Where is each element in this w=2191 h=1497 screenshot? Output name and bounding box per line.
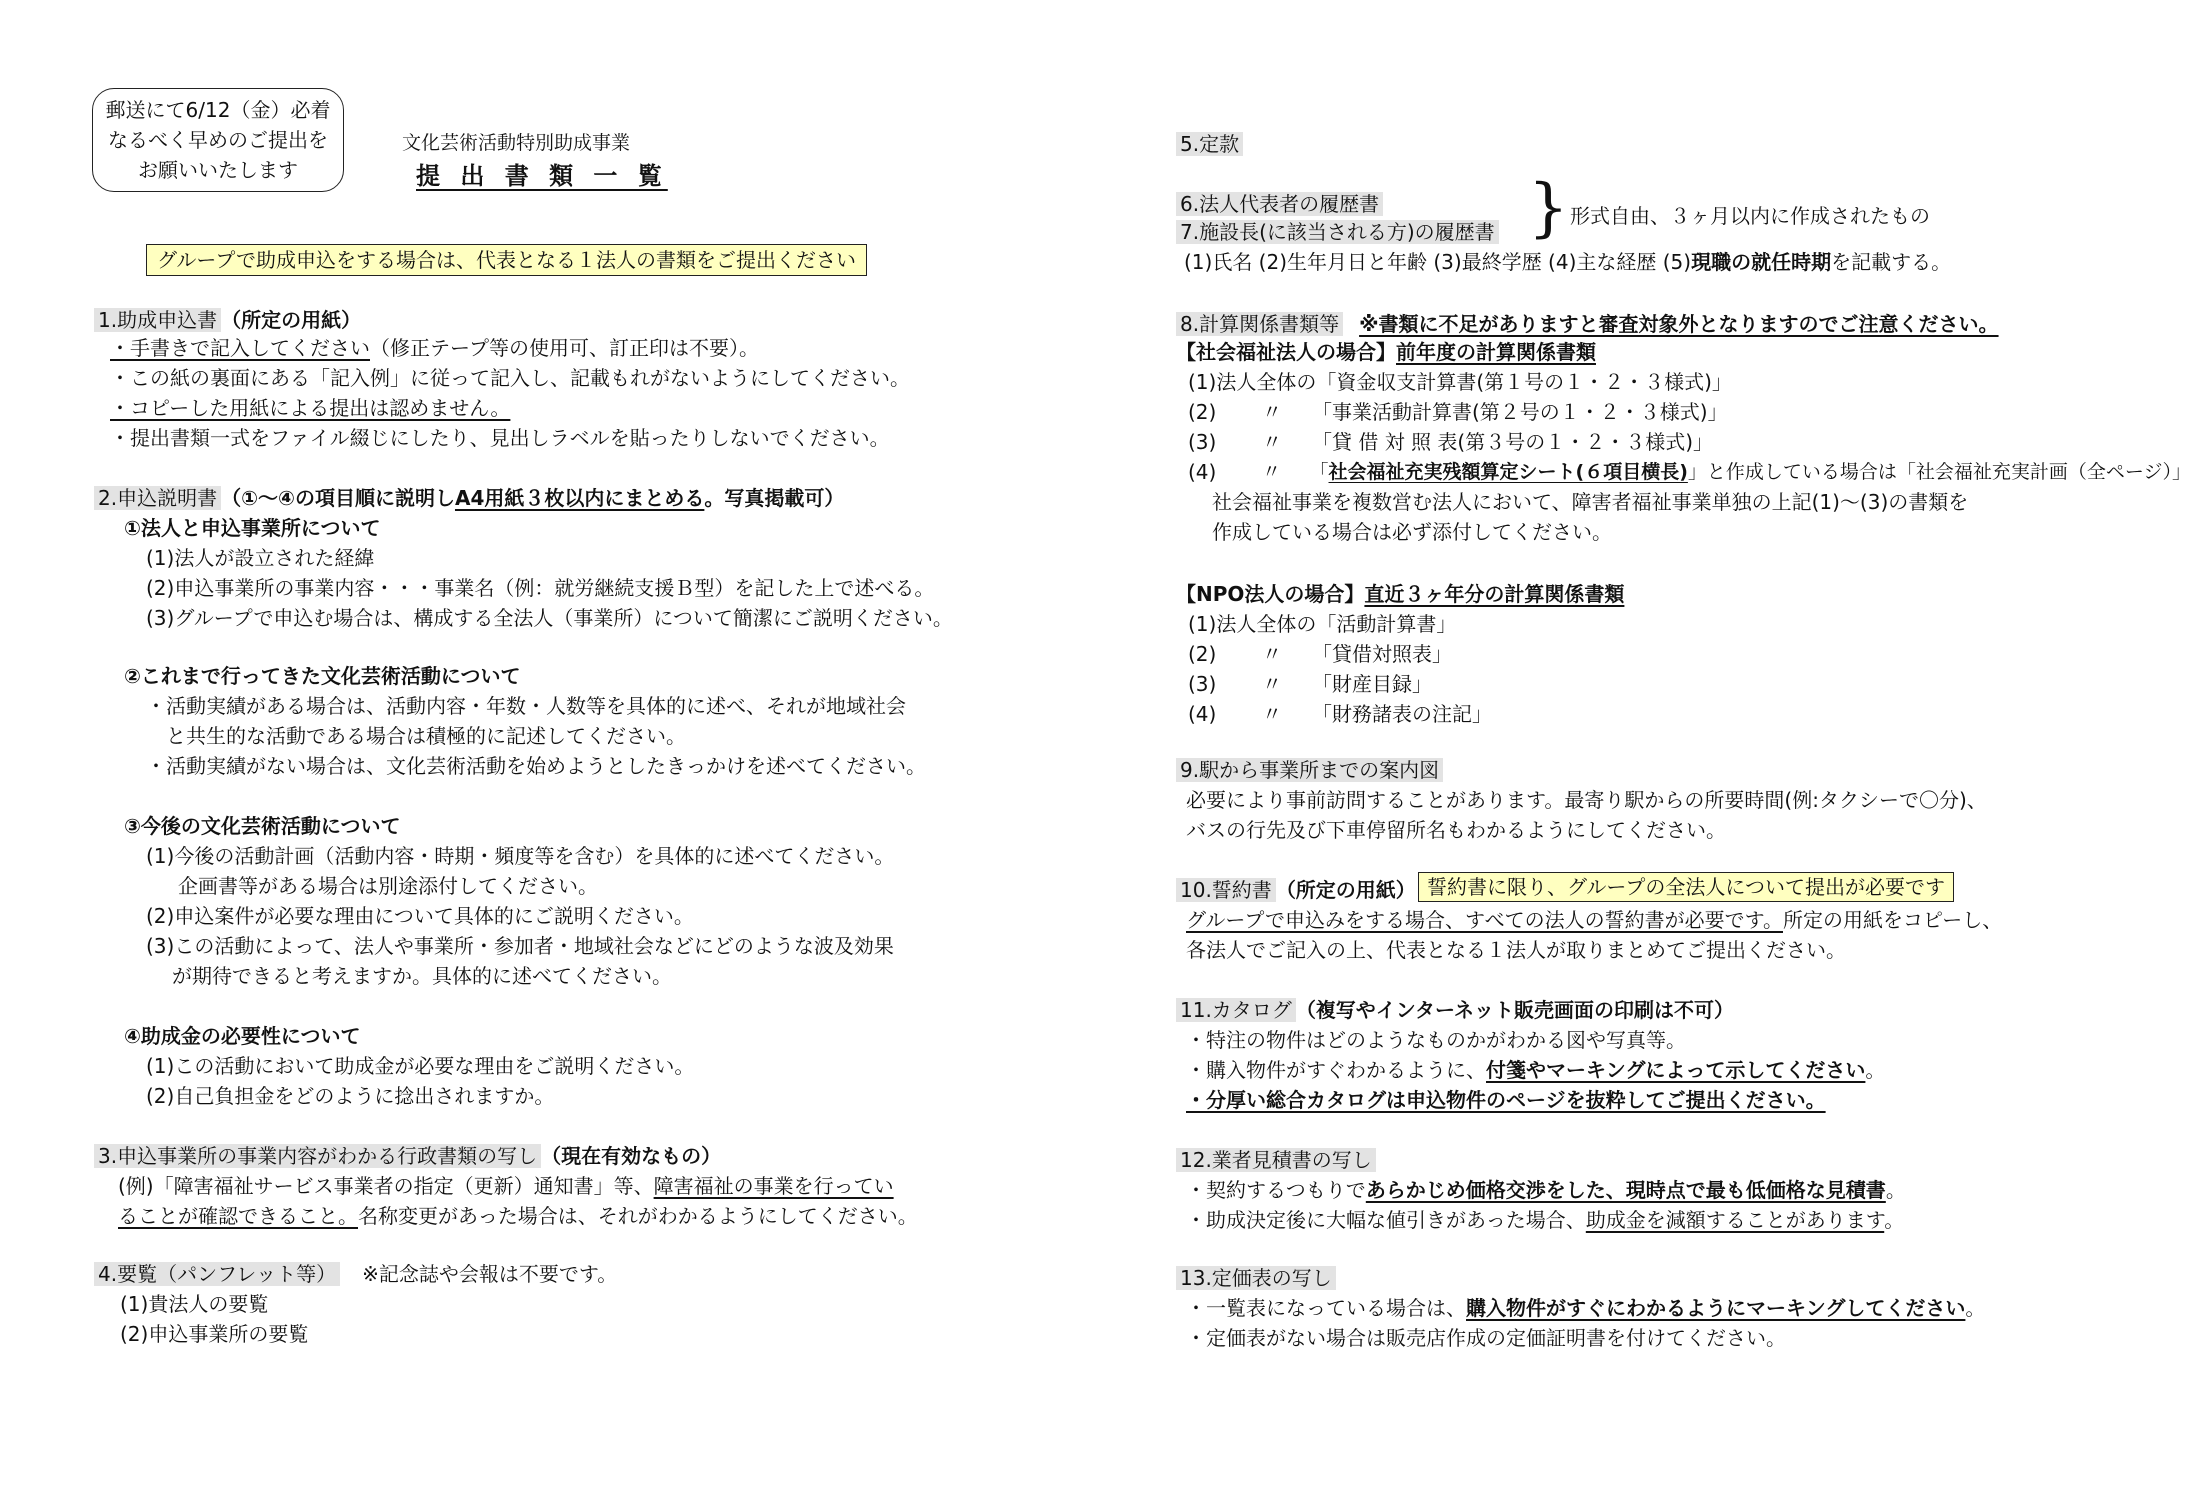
section-8 [1176, 310, 1999, 338]
section-8-warning: ※書類に不足がありますと審査対象外となりますのでご注意ください。 [1359, 312, 1999, 336]
pledge-copy-note: 所定の用紙をコピーし、 [1783, 908, 2003, 932]
section-2 [94, 484, 844, 512]
social-welfare-item-4 [1262, 458, 2191, 486]
question-3-item-1: (1)今後の活動計画（活動内容・時期・頻度等を含む）を具体的に述べてください。 [146, 844, 895, 868]
notice-line-3: お願いいたします [138, 158, 298, 182]
section-8-heading: 8.計算関係書類等 [1176, 312, 1343, 336]
section-11-item-1: ・特注の物件はどのようなものかがわかる図や写真等。 [1186, 1028, 1686, 1052]
npo-item-3-num: (3) [1188, 672, 1217, 696]
section-1-heading: 1.助成申込書 [94, 308, 221, 332]
program-name: 文化芸術活動特別助成事業 [402, 132, 631, 154]
section-11 [1176, 996, 1734, 1024]
section-12-item-1 [1186, 1176, 1906, 1204]
question-4-heading: ④助成金の必要性について [124, 1024, 361, 1048]
section-13-item-2: ・定価表がない場合は販売店作成の定価証明書を付けてください。 [1186, 1326, 1786, 1350]
social-welfare-item-2: 〃 「事業活動計算書(第２号の１・２・３様式)」 [1262, 400, 1728, 424]
section-3 [94, 1142, 721, 1170]
section-9-heading: 9.駅から事業所までの案内図 [1176, 758, 1443, 782]
npo-item-3: 〃 「財産目録」 [1262, 672, 1432, 696]
social-welfare-heading [1176, 338, 1596, 366]
section-3-heading-note: （現在有効なもの） [541, 1144, 722, 1168]
handwrite-instruction: ・手書きで記入してください [110, 336, 370, 360]
section-3-name-change: 名称変更があった場合は、それがわかるようにしてください。 [358, 1204, 918, 1228]
section-12 [1176, 1146, 1376, 1174]
section-13-heading: 13.定価表の写し [1176, 1266, 1336, 1290]
section-10 [1176, 876, 1416, 904]
catalog-mark-c: 。 [1865, 1058, 1886, 1082]
resume-details-c: を記載する。 [1831, 250, 1952, 274]
section-10-heading: 10.誓約書 [1176, 878, 1276, 902]
question-2-item-1: ・活動実績がある場合は、活動内容・年数・人数等を具体的に述べ、それが地域社会 [146, 694, 906, 718]
social-welfare-item-2-num: (2) [1188, 400, 1217, 424]
section-4-item-1: (1)貴法人の要覧 [120, 1292, 269, 1316]
question-3-item-3-cont: が期待できると考えますか。具体的に述べてください。 [172, 964, 672, 988]
npo-heading [1176, 580, 1624, 608]
resume-details-b: 現職の就任時期 [1691, 250, 1832, 274]
section-1-item-4: ・提出書類一式をファイル綴じにしたり、見出しラベルを貼ったりしないでください。 [110, 426, 890, 450]
section-9-line-2: バスの行先及び下車停留所名もわかるようにしてください。 [1186, 818, 1726, 842]
npo-label: 【NPO法人の場合】 [1176, 582, 1365, 606]
section-9-line-1: 必要により事前訪問することがあります。最寄り駅からの所要時間(例:タクシーで〇分)、 [1186, 788, 1987, 812]
section-3-requirement-a: 障害福祉の事業を行ってい [653, 1174, 894, 1198]
price-list-b: 購入物件がすぐにわかるようにマーキングしてください [1466, 1296, 1966, 1320]
question-1-item-1: (1)法人が設立された経緯 [146, 546, 375, 570]
deadline-notice-box [92, 88, 344, 192]
page-title: 提 出 書 類 一 覧 [416, 162, 668, 190]
pledge-requirement: グループで申込みをする場合、すべての法人の誓約書が必要です。 [1186, 908, 1783, 932]
quote-c: 。 [1885, 1178, 1906, 1202]
section-4-heading: 4.要覧（パンフレット等） [94, 1262, 340, 1286]
social-welfare-label: 【社会福祉法人の場合】 [1176, 340, 1396, 364]
resume-details-a: (1)氏名 (2)生年月日と年齢 (3)最終学歴 (4)主な経歴 (5) [1184, 250, 1692, 274]
section-10-line-1 [1186, 906, 2002, 934]
pledge-notice-box: 誓約書に限り、グループの全法人について提出が必要です [1418, 872, 1954, 902]
question-4-item-1: (1)この活動において助成金が必要な理由をご説明ください。 [146, 1054, 695, 1078]
section-13 [1176, 1264, 1336, 1292]
section-1 [94, 306, 361, 334]
price-list-c: 。 [1965, 1296, 1986, 1320]
correction-note: （修正テープ等の使用可、訂正印は不要）。 [370, 336, 759, 360]
section-5 [1176, 130, 1243, 158]
quote-b: あらかじめ価格交渉をした、現時点で最も低価格な見積書 [1365, 1178, 1886, 1202]
section-3-line-1 [118, 1172, 894, 1200]
social-welfare-item-1: (1)法人全体の「資金収支計算書(第１号の１・２・３様式)」 [1188, 370, 1732, 394]
section-3-example: (例)「障害福祉サービス事業者の指定（更新）通知書」等、 [118, 1174, 654, 1198]
section-4-item-2: (2)申込事業所の要覧 [120, 1322, 309, 1346]
quote-a: ・契約するつもりで [1186, 1178, 1366, 1202]
section-3-requirement-b: ることが確認できること。 [118, 1204, 358, 1228]
surplus-plan-note: 」と作成している場合は「社会福祉充実計画（全ページ）」 [1687, 461, 2191, 483]
question-3-item-1-cont: 企画書等がある場合は別途添付してください。 [178, 874, 598, 898]
section-11-heading: 11.カタログ [1176, 998, 1296, 1022]
question-1-item-3: (3)グループで申込む場合は、構成する全法人（事業所）について簡潔にご説明ください。 [146, 606, 953, 630]
section-2-note-c: 。写真掲載可） [704, 486, 845, 510]
section-11-item-3: ・分厚い総合カタログは申込物件のページを抜粋してご提出ください。 [1186, 1088, 1826, 1112]
section-3-line-2 [118, 1202, 918, 1230]
group-notice-box: グループで助成申込をする場合は、代表となる１法人の書類をご提出ください [146, 244, 867, 276]
section-1-item-2: ・この紙の裏面にある「記入例」に従って記入し、記載もれがないようにしてください。 [110, 366, 910, 390]
section-3-heading: 3.申込事業所の事業内容がわかる行政書類の写し [94, 1144, 541, 1168]
section-7 [1176, 218, 1499, 246]
section-11-heading-note: （複写やインターネット販売画面の印刷は不可） [1295, 998, 1735, 1022]
notice-line-1: 郵送にて6/12（金）必着 [105, 98, 331, 122]
section-9 [1176, 756, 1443, 784]
npo-item-4: 〃 「財務諸表の注記」 [1262, 702, 1492, 726]
question-2-item-1-cont: と共生的な活動である場合は積極的に記述してください。 [166, 724, 686, 748]
section-2-note-a: （①～④の項目順に説明し [221, 486, 455, 510]
notice-line-2: なるべく早めのご提出を [108, 128, 328, 152]
discount-a: ・助成決定後に大幅な値引きがあった場合、 [1186, 1208, 1586, 1232]
section-4 [94, 1260, 617, 1288]
section-2-note-b: A4用紙３枚以内にまとめる [454, 486, 705, 510]
question-3-item-3: (3)この活動によって、法人や事業所・参加者・地域社会などにどのような波及効果 [146, 934, 894, 958]
question-1-heading: ①法人と申込事業所について [124, 516, 381, 540]
resume-details [1184, 248, 1951, 276]
npo-item-1: (1)法人全体の「活動計算書」 [1188, 612, 1457, 636]
question-2-heading: ②これまで行ってきた文化芸術活動について [124, 664, 521, 688]
resume-format-note: 形式自由、３ヶ月以内に作成されたもの [1570, 204, 1930, 228]
section-1-heading-note: （所定の用紙） [221, 308, 362, 332]
section-6 [1176, 190, 1383, 218]
section-1-item-3: ・コピーした用紙による提出は認めません。 [110, 396, 511, 420]
section-1-item-1 [110, 334, 759, 362]
catalog-mark-b: 付箋やマーキングによって示してください [1486, 1058, 1866, 1082]
social-welfare-item-3: 〃 「貸 借 対 照 表(第３号の１・２・３様式)」 [1262, 430, 1714, 454]
npo-item-2: 〃 「貸借対照表」 [1262, 642, 1452, 666]
surplus-calc-sheet: 社会福祉充実残額算定シート(６項目横長) [1328, 461, 1688, 483]
discount-c: 。 [1884, 1208, 1905, 1232]
section-7-heading: 7.施設長(に該当される方)の履歴書 [1176, 220, 1499, 244]
question-4-item-2: (2)自己負担金をどのように捻出されますか。 [146, 1084, 555, 1108]
price-list-a: ・一覧表になっている場合は、 [1186, 1296, 1466, 1320]
section-10-line-2: 各法人でご記入の上、代表となる１法人が取りまとめてご提出ください。 [1186, 938, 1846, 962]
brace-icon: } [1528, 171, 1569, 245]
question-2-item-2: ・活動実績がない場合は、文化芸術活動を始めようとしたきっかけを述べてください。 [146, 754, 926, 778]
social-welfare-item-3-num: (3) [1188, 430, 1217, 454]
discount-b: 助成金を減額することがあります [1585, 1208, 1885, 1232]
section-5-heading: 5.定款 [1176, 132, 1243, 156]
npo-item-4-num: (4) [1188, 702, 1217, 726]
npo-item-2-num: (2) [1188, 642, 1217, 666]
catalog-mark-a: ・購入物件がすぐわかるように、 [1186, 1058, 1486, 1082]
section-12-heading: 12.業者見積書の写し [1176, 1148, 1376, 1172]
section-6-heading: 6.法人代表者の履歴書 [1176, 192, 1383, 216]
section-10-heading-note: （所定の用紙） [1275, 878, 1416, 902]
section-2-heading: 2.申込説明書 [94, 486, 221, 510]
section-13-item-1 [1186, 1294, 1985, 1322]
social-welfare-note-1: 社会福祉事業を複数営む法人において、障害者福祉事業単独の上記(1)～(3)の書類を [1212, 490, 1969, 514]
npo-docs: 直近３ヶ年分の計算関係書類 [1364, 582, 1625, 606]
section-12-item-2 [1186, 1206, 1904, 1234]
social-welfare-item-4-num: (4) [1188, 460, 1217, 484]
social-welfare-docs: 前年度の計算関係書類 [1396, 340, 1596, 364]
social-welfare-item-4-ditto: 〃 「 [1262, 461, 1329, 483]
question-3-item-2: (2)申込案件が必要な理由について具体的にご説明ください。 [146, 904, 694, 928]
section-4-note: ※記念誌や会報は不要です。 [362, 1262, 618, 1286]
question-3-heading: ③今後の文化芸術活動について [124, 814, 401, 838]
section-11-item-2 [1186, 1056, 1885, 1084]
social-welfare-note-2: 作成している場合は必ず添付してください。 [1212, 520, 1612, 544]
question-1-item-2: (2)申込事業所の事業内容・・・事業名（例：就労継続支援Ｂ型）を記した上で述べる。 [146, 576, 935, 600]
